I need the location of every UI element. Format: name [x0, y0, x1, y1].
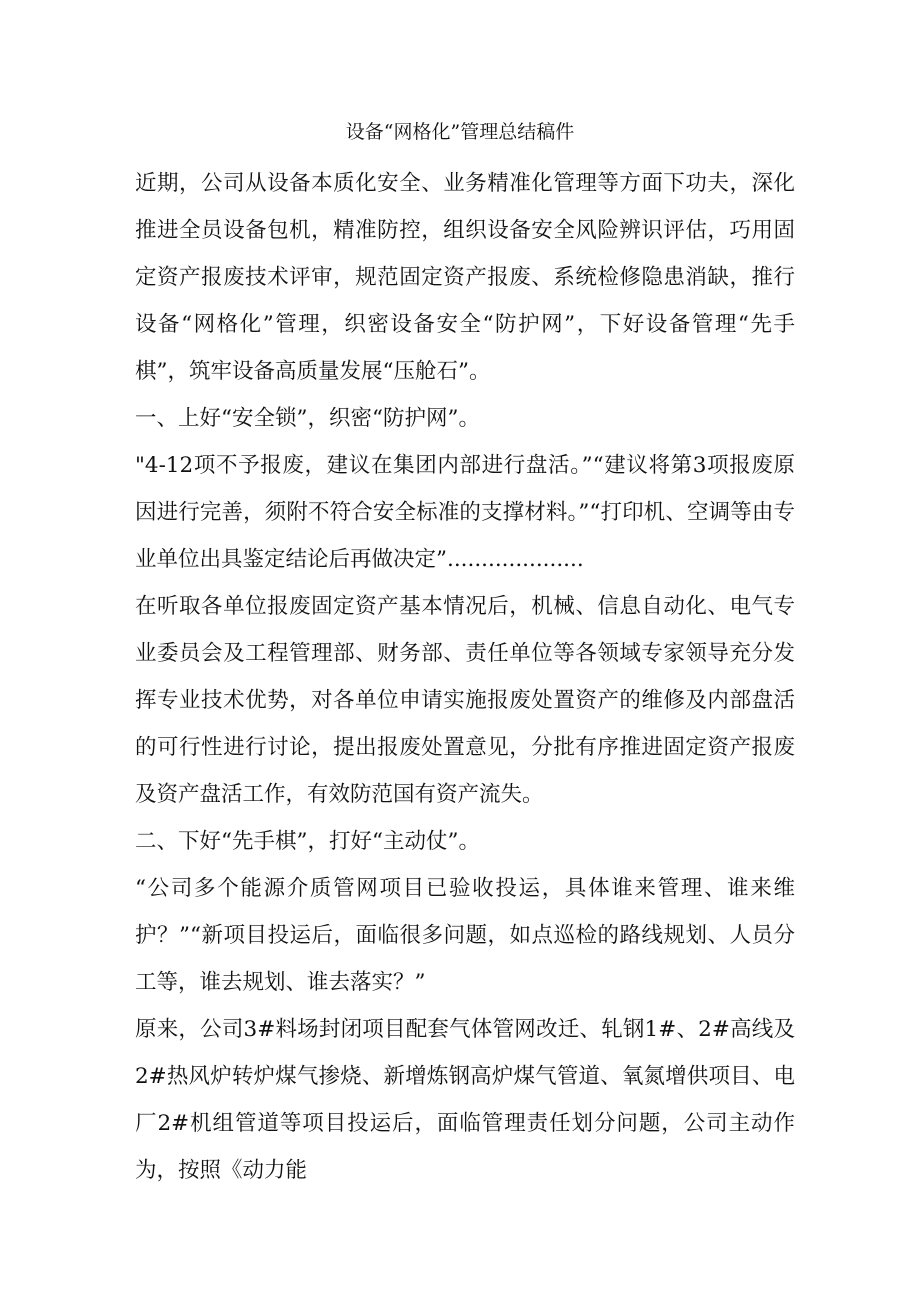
body-paragraph-2: 原来，公司3#料场封闭项目配套气体管网改迁、轧钢1#、2#高线及2#热风炉转炉煤气掺烧、新增炼钢高炉煤气管道、氧氮增供项目、电厂2#机组管道等项目投运后，面临管理责任划分问题，公司主动作为，按照《动力能 [135, 1017, 795, 1183]
section-heading-1: 一、上好“安全锁”，织密“防护网”。 [135, 406, 480, 431]
quote-paragraph-1: "4-12项不予报废，建议在集团内部进行盘活。”“建议将第3项报废原因进行完善，须附不符合安全标准的支撑材料。”“打印机、空调等由专业单位出具鉴定结论后再做决定”.................... [135, 453, 795, 572]
intro-paragraph: 近期，公司从设备本质化安全、业务精准化管理等方面下功夫，深化推进全员设备包机，精准防控，组织设备安全风险辨识评估，巧用固定资产报废技术评审，规范固定资产报废、系统检修隐患消缺，推行设备“网格化”管理，织密设备安全“防护网”，下好设备管理“先手棋”，筑牢设备高质量发展“压舱石”。 [135, 171, 795, 384]
section-heading-2: 二、下好“先手棋”，打好“主动仗”。 [135, 829, 480, 854]
quote-paragraph-2: “公司多个能源介质管网项目已验收投运，具体谁来管理、谁来维护？”“新项目投运后，面临很多问题，如点巡检的路线规划、人员分工等，谁去规划、谁去落实？” [135, 876, 795, 995]
body-paragraph-1: 在听取各单位报废固定资产基本情况后，机械、信息自动化、电气专业委员会及工程管理部、财务部、责任单位等各领域专家领导充分发挥专业技术优势，对各单位申请实施报废处置资产的维修及内部盘活的可行性进行讨论，提出报废处置意见，分批有序推进固定资产报废及资产盘活工作，有效防范国有资产流失。 [135, 594, 795, 807]
document-body [135, 160, 795, 1194]
document-title: 设备“网格化”管理总结稿件 [345, 121, 575, 143]
